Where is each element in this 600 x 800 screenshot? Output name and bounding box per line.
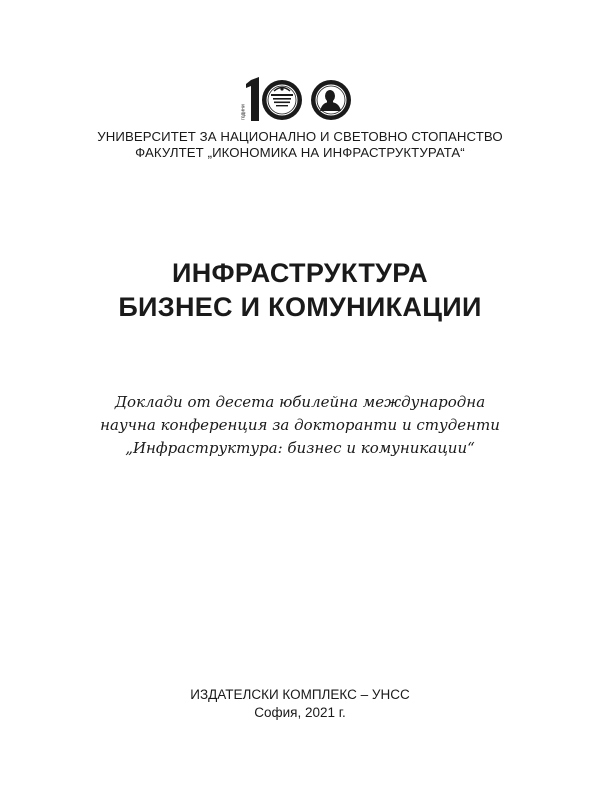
centenary-logo [240, 76, 364, 122]
portrait-medallion-icon [311, 80, 351, 120]
university-emblem-icon [262, 80, 302, 120]
faculty-name: ФАКУЛТЕТ „ИКОНОМИКА НА ИНФРАСТРУКТУРАТА“ [135, 145, 465, 160]
subtitle-line-1: Доклади от десета юбилейна международна [114, 393, 486, 411]
university-name: УНИВЕРСИТЕТ ЗА НАЦИОНАЛНО И СВЕТОВНО СТОПАНСТВО [97, 129, 503, 144]
subtitle-line-2: научна конференция за докторанти и студенти [100, 416, 500, 434]
subtitle-line-3: „Инфраструктура: бизнес и комуникации“ [125, 439, 475, 457]
publisher-name: ИЗДАТЕЛСКИ КОМПЛЕКС – УНСС [190, 687, 410, 702]
title-line-1: ИНФРАСТРУКТУРА [172, 258, 428, 288]
logo-digit-one [246, 77, 259, 121]
title-line-2: БИЗНЕС И КОМУНИКАЦИИ [118, 292, 482, 322]
logo-caption: години [240, 104, 247, 120]
publication-place-year: София, 2021 г. [254, 705, 346, 720]
